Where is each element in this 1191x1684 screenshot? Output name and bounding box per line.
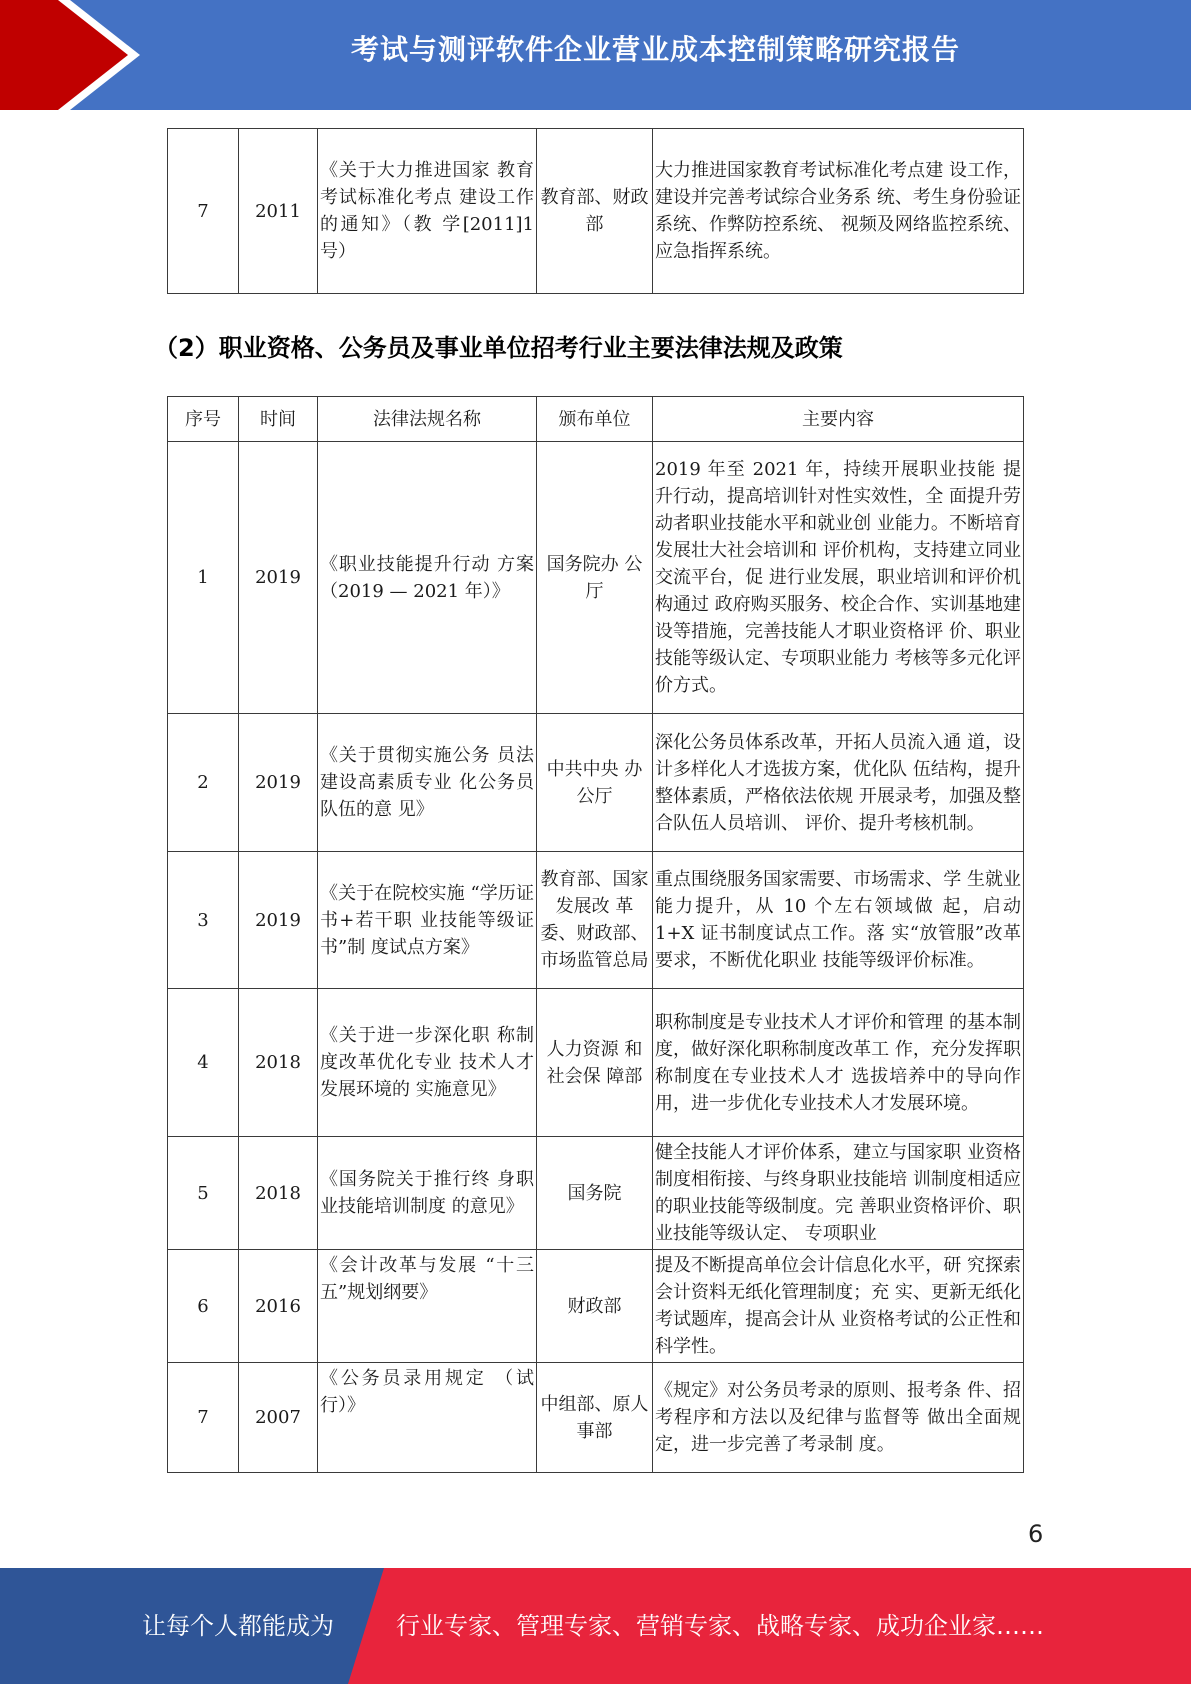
- row-number: 4: [168, 989, 239, 1137]
- row-number: 7: [168, 1363, 239, 1473]
- row-issuer: 教育部、财政部: [537, 129, 653, 294]
- row-regulation-name: 《关于在院校实施 “学历证书+若干职 业技能等级证书”制 度试点方案》: [318, 852, 537, 989]
- row-regulation-name: 《职业技能提升行动 方案（2019 — 2021 年）》: [318, 442, 537, 714]
- row-issuer: 人力资源 和社会保 障部: [537, 989, 653, 1137]
- row-regulation-name: 《关于贯彻实施公务 员法建设高素质专业 化公务员队伍的意 见》: [318, 714, 537, 852]
- row-issuer: 教育部、国家发展改 革委、财政部、市场监管总局: [537, 852, 653, 989]
- row-content: 职称制度是专业技术人才评价和管理 的基本制度，做好深化职称制度改革工 作，充分发挥职称制度在专业技术人才 选拔培养中的导向作用，进一步优化专业技术人才发展环境。: [653, 989, 1024, 1137]
- table-row: [168, 1363, 1024, 1473]
- row-issuer: 国务院: [537, 1137, 653, 1250]
- table-header-row: [168, 397, 1024, 442]
- row-number: 2: [168, 714, 239, 852]
- page-header: [0, 0, 1191, 110]
- footer-slogan-right: 行业专家、管理专家、营销专家、战略专家、成功企业家……: [396, 1612, 1044, 1640]
- table-row: [168, 1250, 1024, 1363]
- row-year: 2016: [239, 1250, 318, 1363]
- row-content: 提及不断提高单位会计信息化水平，研 究探索会计资料无纸化管理制度；充 实、更新无纸化考试题库，提高会计从 业资格考试的公正性和科学性。: [653, 1250, 1024, 1363]
- header-content: 主要内容: [653, 397, 1024, 442]
- row-number: 6: [168, 1250, 239, 1363]
- row-content: 健全技能人才评价体系，建立与国家职 业资格制度相衔接、与终身职业技能培 训制度相适应的职业技能等级制度。完 善职业资格评价、职业技能等级认定、 专项职业: [653, 1137, 1024, 1250]
- table-row: [168, 1137, 1024, 1250]
- header-number: 序号: [168, 397, 239, 442]
- row-issuer: 中共中央 办公厅: [537, 714, 653, 852]
- table-row: [168, 129, 1024, 294]
- row-content: 大力推进国家教育考试标准化考点建 设工作，建设并完善考试综合业务系 统、考生身份验证系统、作弊防控系统、 视频及网络监控系统、应急指挥系统。: [653, 129, 1024, 294]
- row-year: 2019: [239, 442, 318, 714]
- row-year: 2018: [239, 989, 318, 1137]
- table-row: [168, 442, 1024, 714]
- row-regulation-name: 《国务院关于推行终 身职业技能培训制度 的意见》: [318, 1137, 537, 1250]
- header-arrow-icon: [0, 0, 160, 110]
- row-regulation-name: 《关于进一步深化职 称制度改革优化专业 技术人才发展环境的 实施意见》: [318, 989, 537, 1137]
- policy-table-continued: [167, 128, 1024, 294]
- row-year: 2011: [239, 129, 318, 294]
- row-content: 2019 年至 2021 年，持续开展职业技能 提升行动，提高培训针对性实效性，全 面提升劳动者职业技能水平和就业创 业能力。不断培育发展壮大社会培训和 评价机构，支持建立同业交流平台，促 进行业发展，职业培训和评价机构通过 政府购买服务、校企合作、实训基地建 设等措施，完善技能人才职业资格评 价、职业技能等级认定、专项职业能力 考核等多元化评价方式。: [653, 442, 1024, 714]
- policy-table: [167, 396, 1024, 1473]
- row-number: 1: [168, 442, 239, 714]
- table-row: [168, 852, 1024, 989]
- report-title: 考试与测评软件企业营业成本控制策略研究报告: [350, 33, 960, 66]
- section-heading: （2）职业资格、公务员及事业单位招考行业主要法律法规及政策: [154, 334, 843, 362]
- row-year: 2018: [239, 1137, 318, 1250]
- row-content: 重点围绕服务国家需要、市场需求、学 生就业能力提升，从 10 个左右领域做 起，启动 1+X 证书制度试点工作。落 实“放管服”改革要求，不断优化职业 技能等级评价标准。: [653, 852, 1024, 989]
- footer-slogan-left: 让每个人都能成为: [142, 1612, 334, 1640]
- row-year: 2019: [239, 714, 318, 852]
- row-issuer: 国务院办 公厅: [537, 442, 653, 714]
- row-content: 《规定》对公务员考录的原则、报考条 件、招考程序和方法以及纪律与监督等 做出全面规定，进一步完善了考录制 度。: [653, 1363, 1024, 1473]
- row-number: 5: [168, 1137, 239, 1250]
- header-year: 时间: [239, 397, 318, 442]
- row-year: 2007: [239, 1363, 318, 1473]
- page-footer: [0, 1568, 1191, 1684]
- row-regulation-name: 《公务员录用规定 （试行）》: [318, 1363, 537, 1473]
- row-regulation-name: 《会计改革与发展 “十三五”规划纲要》: [318, 1250, 537, 1363]
- table-row: [168, 714, 1024, 852]
- row-content: 深化公务员体系改革，开拓人员流入通 道，设计多样化人才选拔方案，优化队 伍结构，提升整体素质，严格依法依规 开展录考，加强及整合队伍人员培训、 评价、提升考核机制。: [653, 714, 1024, 852]
- row-regulation-name: 《关于大力推进国家 教育考试标准化考点 建设工作的通知》（教 学[2011]1 号）: [318, 129, 537, 294]
- row-number: 3: [168, 852, 239, 989]
- header-issuer: 颁布单位: [537, 397, 653, 442]
- table-row: [168, 989, 1024, 1137]
- header-regulation-name: 法律法规名称: [318, 397, 537, 442]
- row-issuer: 财政部: [537, 1250, 653, 1363]
- row-number: 7: [168, 129, 239, 294]
- row-issuer: 中组部、原人事部: [537, 1363, 653, 1473]
- page-number: 6: [1028, 1520, 1044, 1548]
- row-year: 2019: [239, 852, 318, 989]
